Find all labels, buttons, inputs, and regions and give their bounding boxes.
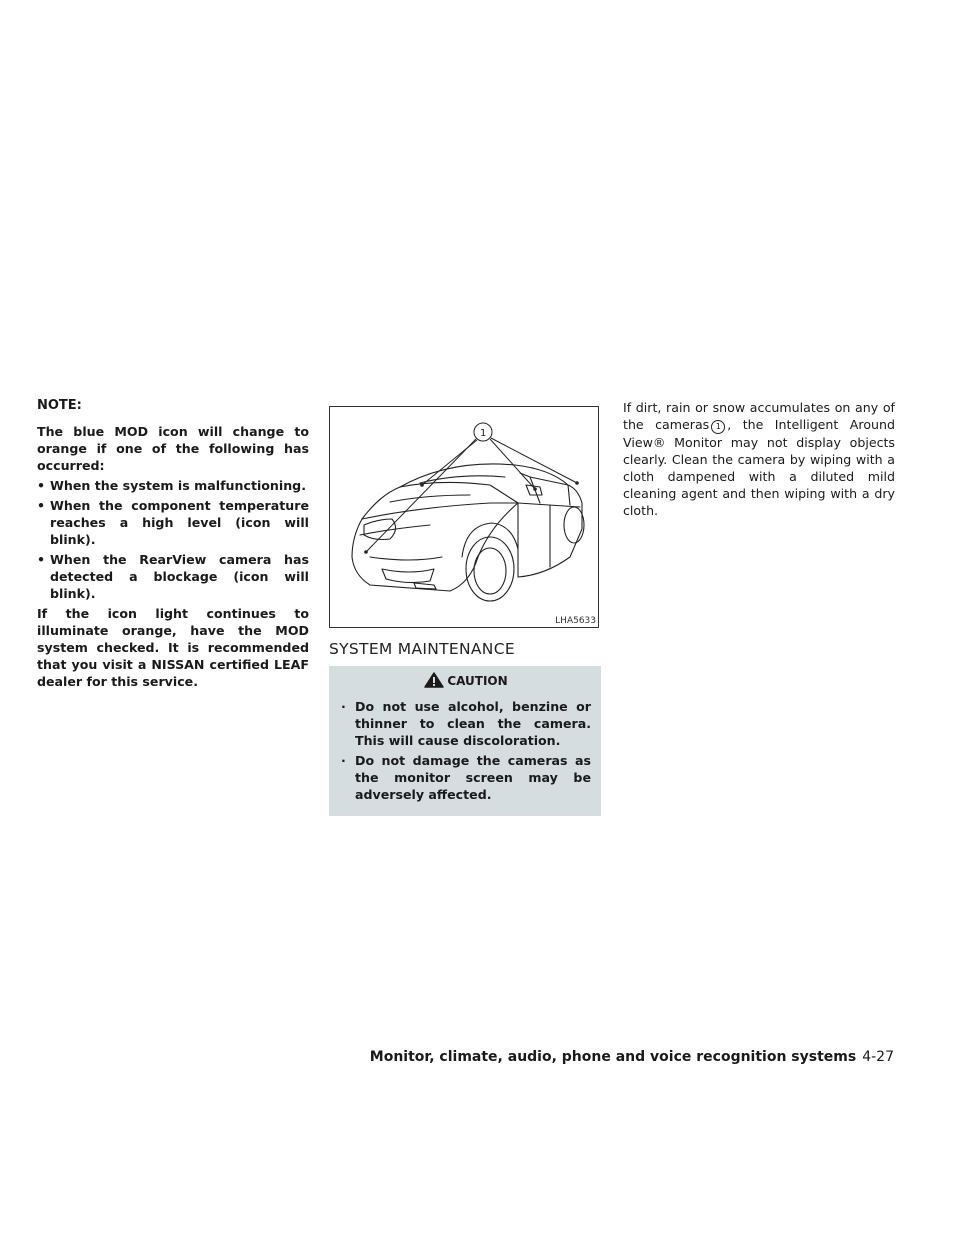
- figure-callout-number: 1: [480, 428, 487, 439]
- maintenance-column: [329, 406, 601, 816]
- section-title: SYSTEM MAINTENANCE: [329, 640, 515, 658]
- figure-code: LHA5633: [555, 616, 596, 626]
- caution-label: CAUTION: [447, 674, 508, 688]
- note-heading: NOTE:: [37, 398, 82, 413]
- body-column: [623, 399, 895, 519]
- cleaning-paragraph: If dirt, rain or snow accumulates on any of the cameras 1 , the Intelligent Around View® Monitor may not display objects clearly. Clean the camera by wiping with a cloth dampened with a diluted mild cleaning agent and then wiping with a dry cloth.: [623, 400, 895, 518]
- caution-header: [341, 672, 591, 688]
- chapter-title: Monitor, climate, audio, phone and voice recognition systems: [369, 1049, 857, 1065]
- note-bullet: • When the RearView camera has detected a blockage (icon will blink).: [37, 552, 309, 601]
- note-body: [37, 423, 309, 690]
- caution-box: [329, 666, 601, 816]
- note-column: [37, 398, 309, 693]
- note-bullet: • When the system is malfunctioning.: [37, 478, 306, 493]
- page-number: 4-27: [862, 1049, 894, 1065]
- note-bullet: • When the component temperature reaches a high level (icon will blink).: [37, 498, 309, 547]
- warning-icon: [424, 672, 444, 688]
- note-intro: The blue MOD icon will change to orange if one of the following has occurred:: [37, 424, 309, 473]
- page-footer: [370, 1049, 894, 1065]
- caution-item: · Do not damage the cameras as the monitor screen may be adversely affected.: [341, 753, 591, 802]
- camera-location-figure: [329, 406, 599, 628]
- note-closing: If the icon light continues to illuminate orange, have the MOD system checked. It is recommended that you visit a NISSAN certified LEAF dealer for this service.: [37, 606, 309, 689]
- caution-item: · Do not use alcohol, benzine or thinner to clean the camera. This will cause discoloration.: [341, 699, 591, 748]
- callout-marker: 1: [711, 420, 725, 434]
- car-illustration: [330, 407, 600, 629]
